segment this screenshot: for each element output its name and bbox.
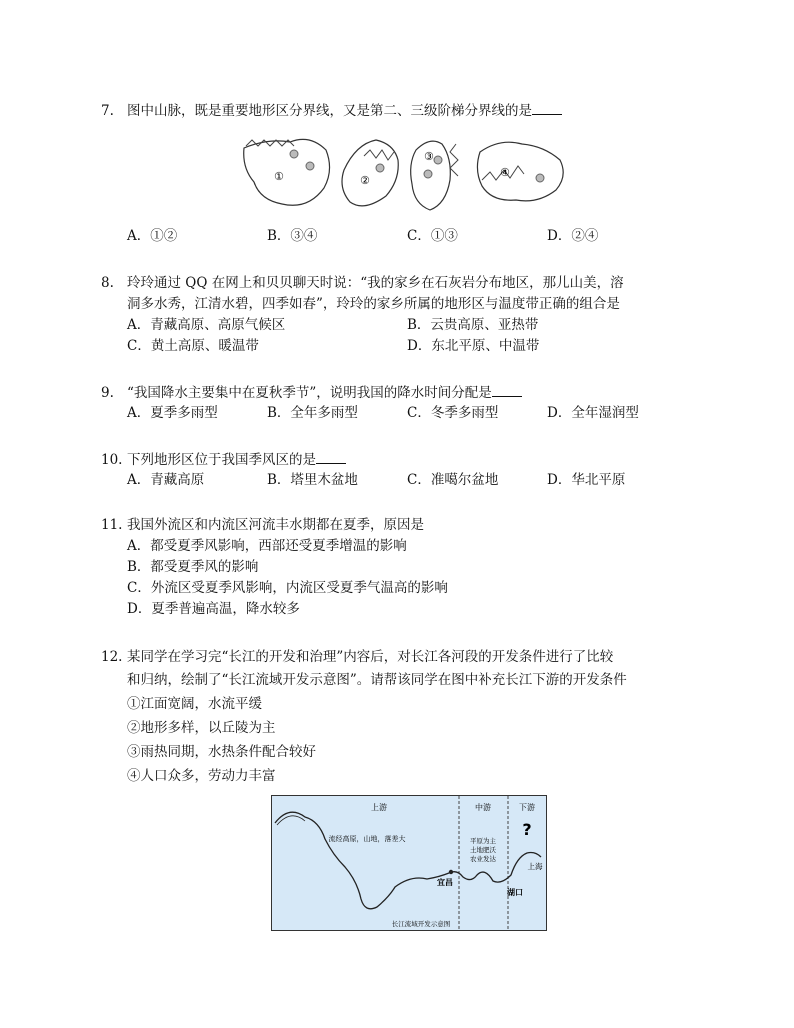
yangtze-development-diagram — [271, 795, 547, 931]
question-9 — [101, 382, 713, 424]
question-12 — [101, 647, 713, 787]
middle-note-1: 平原为主 — [470, 837, 496, 845]
upper-reach-note: 流经高原，山地，落差大 — [328, 835, 406, 843]
question-8 — [101, 273, 713, 357]
q9-option-b[interactable]: B．全年多雨型 — [267, 405, 358, 421]
answer-blank — [492, 382, 522, 397]
answer-blank — [532, 100, 562, 115]
q10-option-b[interactable]: B．塔里木盆地 — [267, 472, 358, 488]
shanghai-label: 上海 — [527, 862, 543, 871]
q7-options — [101, 226, 713, 247]
upper-reach-label: 上游 — [371, 803, 387, 812]
map-label-2: ② — [360, 174, 370, 187]
question-11 — [101, 515, 713, 620]
q10-option-c[interactable]: C．准噶尔盆地 — [407, 472, 499, 488]
map-label-1: ① — [274, 170, 284, 183]
q10-option-a[interactable]: A．青藏高原 — [127, 472, 205, 488]
q8-option-a[interactable]: A．青藏高原、高原气候区 — [127, 317, 286, 333]
q12-stem-line2: 和归纳，绘制了“长江流域开发示意图”。请帮该同学在图中补充长江下游的开发条件 — [127, 672, 627, 688]
middle-note-2: 土地肥沃 — [470, 846, 496, 854]
question-10 — [101, 449, 713, 491]
diagram-caption: 长江流域开发示意图 — [391, 920, 451, 928]
middle-note-3: 农业发达 — [470, 855, 496, 863]
q11-option-b[interactable]: B．都受夏季风的影响 — [127, 559, 259, 575]
map-label-4: ④ — [500, 166, 510, 179]
q12-item-1: ①江面宽阔，水流平缓 — [127, 696, 262, 712]
q9-option-c[interactable]: C．冬季多雨型 — [407, 405, 499, 421]
q7-option-c[interactable]: C．①③ — [407, 228, 458, 244]
q11-option-d[interactable]: D．夏季普遍高温，降水较多 — [127, 601, 300, 617]
q7-option-a[interactable]: A．①② — [127, 228, 178, 244]
q9-stem: 9. “我国降水主要集中在夏秋季节”，说明我国的降水时间分配是 — [101, 382, 713, 403]
q8-stem-line2: 洞多水秀，江清水碧，四季如春”，玲玲的家乡所属的地形区与温度带正确的组合是 — [127, 296, 620, 312]
hukou-label: 湖口 — [507, 888, 523, 897]
lower-reach-label: 下游 — [519, 803, 535, 812]
q11-stem: 11. 我国外流区和内流区河流丰水期都在夏季，原因是 — [101, 517, 424, 533]
middle-reach-label: 中游 — [475, 803, 491, 812]
q8-option-b[interactable]: B．云贵高原、亚热带 — [407, 317, 539, 333]
mountain-region-maps — [238, 130, 570, 216]
q10-stem: 10. 下列地形区位于我国季风区的是 — [101, 449, 713, 470]
q12-stem-line1: 12. 某同学在学习完“长江的开发和治理”内容后，对长江各河段的开发条件进行了比较 — [101, 649, 614, 665]
q12-item-2: ②地形多样，以丘陵为主 — [127, 720, 276, 736]
q7-stem: 7. 图中山脉，既是重要地形区分界线，又是第二、三级阶梯分界线的是 — [101, 100, 713, 121]
q8-stem-line1: 8. 玲玲通过 QQ 在网上和贝贝聊天时说：“我的家乡在石灰岩分布地区，那儿山美，溶 — [101, 275, 624, 291]
q9-option-a[interactable]: A．夏季多雨型 — [127, 405, 218, 421]
q11-option-a[interactable]: A．都受夏季风影响，西部还受夏季增温的影响 — [127, 538, 407, 554]
q8-option-d[interactable]: D．东北平原、中温带 — [407, 338, 540, 354]
q9-option-d[interactable]: D．全年湿润型 — [547, 405, 639, 421]
lower-reach-question: ? — [522, 820, 532, 839]
q7-option-b[interactable]: B．③④ — [267, 228, 318, 244]
q8-option-c[interactable]: C．黄土高原、暖温带 — [127, 338, 259, 354]
q11-option-c[interactable]: C．外流区受夏季风影响，内流区受夏季气温高的影响 — [127, 580, 448, 596]
q10-option-d[interactable]: D．华北平原 — [547, 472, 626, 488]
yichang-label: 宜昌 — [437, 878, 453, 887]
q7-option-d[interactable]: D．②④ — [547, 228, 599, 244]
question-7 — [101, 100, 713, 121]
answer-blank — [316, 449, 346, 464]
map-label-3: ③ — [424, 150, 434, 163]
q12-item-4: ④人口众多，劳动力丰富 — [127, 768, 276, 784]
q12-item-3: ③雨热同期，水热条件配合较好 — [127, 744, 316, 760]
